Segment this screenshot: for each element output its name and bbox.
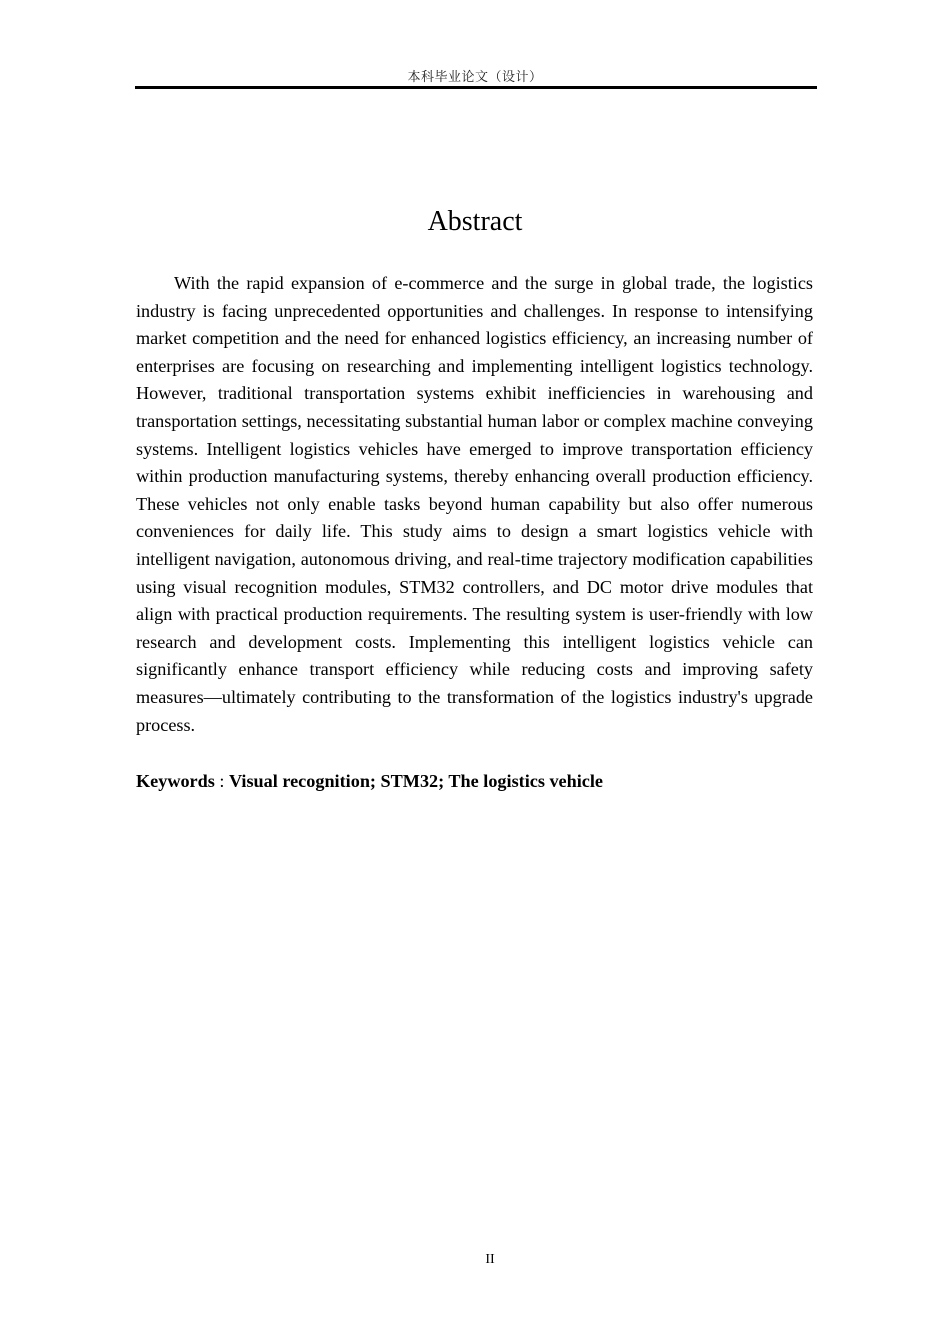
keywords-line [136,768,813,795]
keywords-terms: Visual recognition; STM32; The logistics vehicle [228,771,603,791]
abstract-body: With the rapid expansion of e-commerce and the surge in global trade, the logistics industry is facing unprecedented opportunities and challenges. In response to intensifying market competition and the need for enhanced logistics efficiency, an increasing number of enterprises are focusing on researching and implementing intelligent logistics technology. However, traditional transportation systems exhibit inefficiencies in warehousing and transportation settings, necessitating substantial human labor or complex machine conveying systems. Intelligent logistics vehicles have emerged to improve transportation efficiency within production manufacturing systems, thereby enhancing overall production efficiency. These vehicles not only enable tasks beyond human capability but also offer numerous conveniences for daily life. This study aims to design a smart logistics vehicle with intelligent navigation, autonomous driving, and real-time trajectory modification capabilities using visual recognition modules, STM32 controllers, and DC motor drive modules that align with practical production requirements. The resulting system is user-friendly with low research and development costs. Implementing this intelligent logistics vehicle can significantly enhance transport efficiency while reducing costs and improving safety measures—ultimately contributing to the transformation of the logistics industry's upgrade process. [136,273,813,735]
abstract-title: Abstract [427,206,523,237]
keywords-label: Keywords [136,771,215,791]
header-rule [135,86,817,89]
page-number: II [485,1252,495,1267]
running-header: 本科毕业论文（设计） [407,70,543,85]
keywords-separator: : [214,771,229,791]
